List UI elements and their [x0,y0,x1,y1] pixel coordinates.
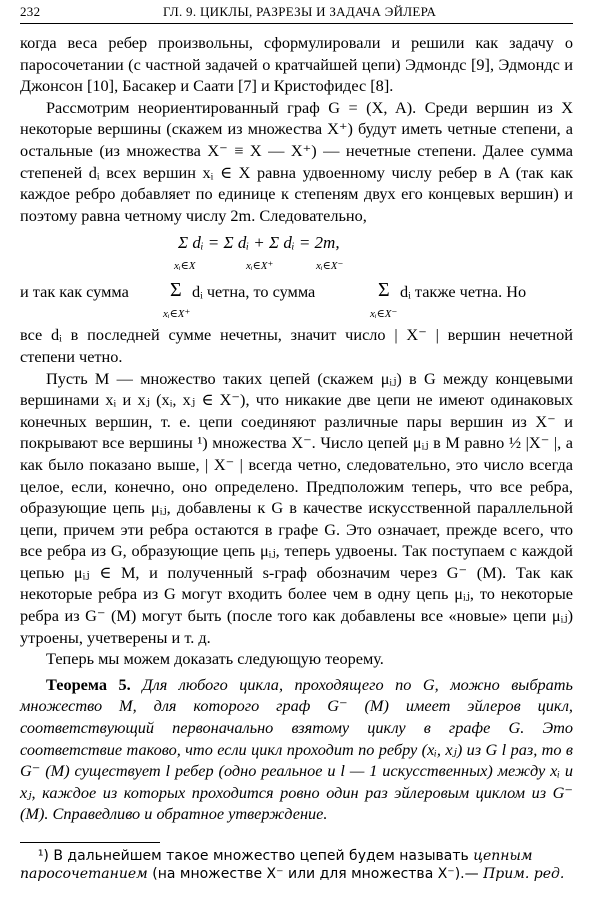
sum-text-a: и так как сумма [20,282,129,302]
paragraph-2: Рассмотрим неориентированный граф G = (X, A). Среди вершин из X некоторые вершины (скажем из множества X⁺) будут иметь четные степени, а остальные (из множества X⁻ ≡ X — X⁺) — нечетные степени. Далее сумма степеней dᵢ всех вершин xᵢ ∈ X равна удвоенному числу ребер в A (так как каждое ребро добавляет по единице к степеням двух его концевых вершин) и поэтому равна четному числу 2m. Следовательно, [20,97,573,225]
page-number: 232 [20,4,41,19]
paragraph-1: когда веса ребер произвольны, сформулировали и решили как задачу о паросочетании (с частной задачей о кратчайшей цепи) Эдмондс [9], Эдмондс и Джонсон [10], Басакер и Саати [7] и Кристофидес [8]. [20,33,573,96]
sum-sub-2: xᵢ∈X⁻ [370,308,398,321]
sum-sub-1: xᵢ∈X⁺ [163,308,191,321]
sum-symbol-2: Σ [378,279,390,302]
degree-sum-formula [20,226,573,280]
theorem-5 [20,674,573,825]
footnote-text-a: В дальнейшем такое множество цепей будем называть [53,848,469,864]
sum-text-b: dᵢ четна, то сумма [192,282,316,302]
header-rule [20,23,573,24]
sum-symbol-1: Σ [170,279,182,302]
paragraph-5: Теперь мы можем доказать следующую теорему. [46,649,384,669]
footnote-mark: ¹) [37,848,49,864]
sum-parity-line [20,280,573,324]
footnote-rule [20,842,160,843]
footnote-text-b: (на множестве X⁻ или для множества X⁻).— [152,866,479,882]
theorem-label: Теорема 5. [46,674,131,694]
formula-sub-1: xᵢ∈X [174,260,196,273]
footnote-term: цепным паросочетанием [20,848,533,882]
page-body [20,32,573,825]
formula-text: Σ dᵢ = Σ dᵢ + Σ dᵢ = 2m, [178,233,340,253]
running-title: ГЛ. 9. ЦИКЛЫ, РАЗРЕЗЫ И ЗАДАЧА ЭЙЛЕРА [163,4,437,19]
theorem-text: Для любого цикла, проходящего по G, можно выбрать множество M, для которого граф G⁻ (M) имеет эйлеров цикл, соответствующий первоначально взятому циклу в графе G. Это соответствие таково, что если цикл проходит по ребру (xᵢ, xⱼ) из G l раз, то в G⁻ (M) существует l ребер (одно реальное и l — 1 искусственных) между xᵢ и xⱼ, каждое из которых проходится ровно один раз эйлеровым циклом из G⁻ (M). Справедливо и обратное утверждение. [20,674,573,824]
paragraph-3-cont: все dᵢ в последней сумме нечетны, значит число | X⁻ | вершин нечетной степени четно. [20,325,573,366]
footnote [20,847,573,883]
formula-sub-3: xᵢ∈X⁻ [316,260,344,273]
footnote-editor-note: Прим. ред. [483,866,565,882]
sum-text-c: dᵢ также четна. Но [400,282,527,302]
formula-sub-2: xᵢ∈X⁺ [246,260,274,273]
paragraph-4: Пусть M — множество таких цепей (скажем μᵢⱼ) в G между концевыми вершинами xᵢ и xⱼ (xᵢ, xⱼ ∈ X⁻), что никакие две цепи не имеют одинаковых конечных вершин, т. е. цепи соединяют различные пары вершин из X⁻ и покрывают все вершины ¹) множества X⁻. Число цепей μᵢⱼ в M равно ½ |X⁻ |, а как было показано выше, | X⁻ | всегда четно, следовательно, это число всегда целое, если, конечно, оно определено. Предположим теперь, что все ребра, образующие цепь μᵢⱼ, добавлены к G в качестве искусственной параллельной цепи, причем эти ребра остаются в графе G. Это означает, прежде всего, что все ребра из G, образующие цепь μᵢⱼ, теперь удвоены. Так поступаем с каждой цепью μᵢⱼ ∈ M, и полученный s-граф обозначим через G⁻ (M). Так как некоторые ребра из G могут входить более чем в одну цепь μᵢⱼ, то некоторые ребра из G⁻ (M) могут быть (после того как добавлены все «новые» цепи μᵢⱼ) утроены, учетверены и т. д. [20,368,573,647]
